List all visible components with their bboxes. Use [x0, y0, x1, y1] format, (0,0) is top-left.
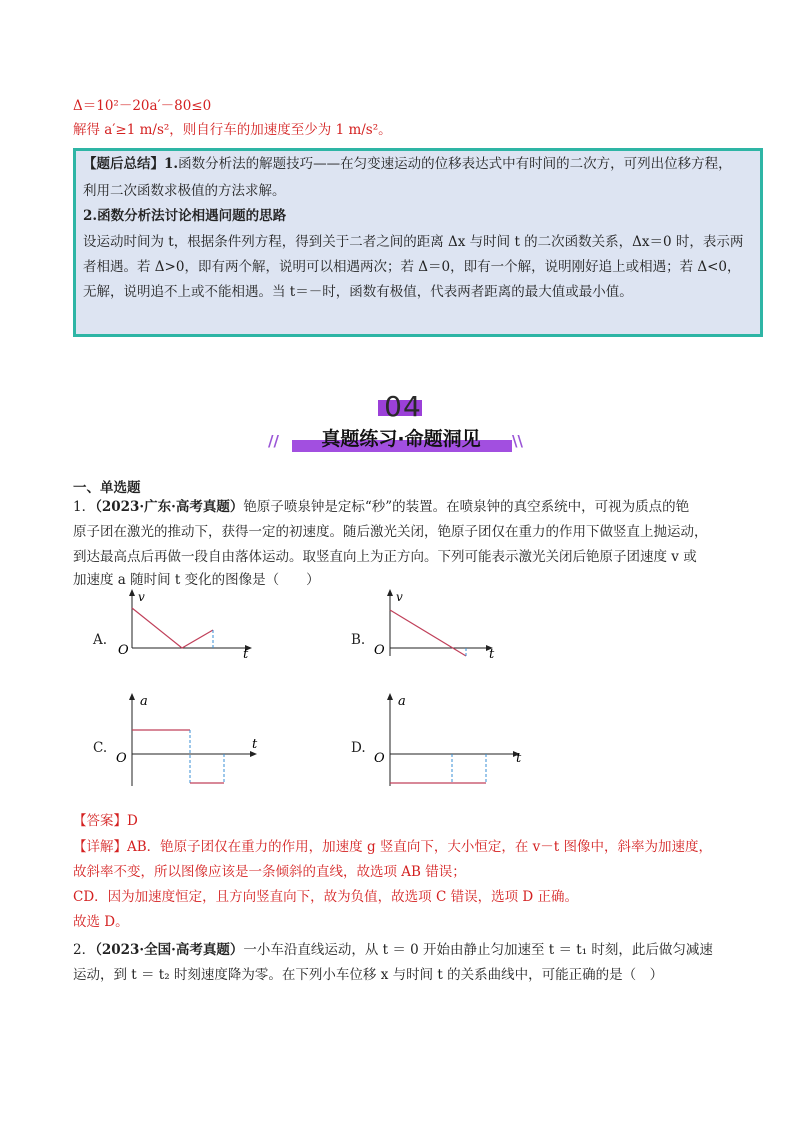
- graph-a-origin: O: [118, 643, 129, 658]
- banner-left-slashes: //: [268, 432, 279, 450]
- graph-b-v-arrow: [387, 589, 393, 596]
- graph-b-line: [390, 610, 466, 656]
- graph-a-line: [132, 608, 213, 648]
- q1-line-3: 到达最高点后再做一段自由落体运动。取竖直向上为正方向。下列可能表示激光关闭后铯原子团速度 v 或: [73, 549, 697, 565]
- graph-a: [110, 588, 260, 663]
- graph-c-a-arrow: [129, 693, 135, 700]
- formula-line-2: 解得 a′≥1 m/s²，则自行车的加速度至少为 1 m/s²。: [73, 122, 392, 138]
- q1-detail-tag: 【详解】: [73, 839, 127, 855]
- q1-line-2: 原子团在激光的推动下，获得一定的初速度。随后激光关闭，铯原子团仅在重力的作用下做竖直上抛运动，: [73, 524, 708, 540]
- graph-a-v-arrow: [129, 589, 135, 596]
- option-d-label[interactable]: D.: [351, 740, 366, 756]
- q2-line-1: [73, 940, 713, 960]
- q1-number: 1．: [73, 499, 96, 515]
- graph-b-v-label: v: [396, 590, 403, 604]
- q1-detail-line-2: 故斜率不变，所以图像应该是一条倾斜的直线，故选项 AB 错误；: [73, 864, 466, 880]
- q1-line-4: 加速度 a 随时间 t 变化的图像是（ ）: [73, 572, 320, 588]
- q1-detail-text-1: AB．铯原子团仅在重力的作用，加速度 g 竖直向下，大小恒定，在 v－t 图像中，斜率为加速度，: [127, 839, 713, 855]
- summary-p2-line-1: 设运动时间为 t，根据条件列方程，得到关于二者之间的距离 Δx 与时间 t 的二次函数关系，Δx＝0 时，表示两: [83, 234, 744, 250]
- graph-a-t-label: t: [243, 647, 249, 662]
- graph-c-origin: O: [116, 751, 127, 766]
- q2-source: （2023·全国·高考真题）: [95, 942, 244, 958]
- graph-d: [368, 690, 538, 790]
- summary-line-1: [83, 154, 732, 174]
- graph-d-t-label: t: [516, 751, 522, 766]
- summary-p1-head: 1.: [164, 156, 179, 172]
- summary-p1-rest: 函数分析法的解题技巧——在匀变速运动的位移表达式中有时间的二次方，可列出位移方程，: [178, 156, 732, 172]
- q2-line-2: 运动，到 t ＝ t₂ 时刻速度降为零。在下列小车位移 x 与时间 t 的关系曲线中，可能正确的是（ ）: [73, 967, 664, 983]
- summary-p2-title: 2.函数分析法讨论相遇问题的思路: [83, 208, 287, 224]
- banner-right-slashes: \\: [512, 432, 523, 450]
- graph-c: [110, 690, 270, 790]
- q1-detail-line-3: CD．因为加速度恒定，且方向竖直向下，故为负值，故选项 C 错误，选项 D 正确。: [73, 889, 578, 905]
- q1-source: （2023·广东·高考真题）: [95, 499, 244, 515]
- section-number: 04: [384, 390, 422, 423]
- graph-b-origin: O: [374, 643, 385, 658]
- summary-p2-line-2: 者相遇。若 Δ>0，即有两个解，说明可以相遇两次；若 Δ＝0，即有一个解，说明刚好追上或相遇；若 Δ<0，: [83, 259, 741, 275]
- graph-d-a-label: a: [398, 694, 406, 709]
- q2-number: 2．: [73, 942, 96, 958]
- q1-detail-line-1: [73, 837, 712, 857]
- q2-text-1: 一小车沿直线运动，从 t ＝ 0 开始由静止匀加速至 t ＝ t₁ 时刻，此后做匀减速: [243, 942, 713, 958]
- summary-line-2: 利用二次函数求极值的方法求解。: [83, 183, 286, 199]
- graph-d-a-arrow: [387, 693, 393, 700]
- q1-answer: 【答案】D: [73, 813, 138, 829]
- formula-line-1: Δ＝10²－20a′－80≤0: [73, 98, 212, 114]
- option-a-label[interactable]: A.: [93, 632, 108, 648]
- section-title: 真题练习·命题洞见: [321, 428, 481, 450]
- q1-line-1: [73, 497, 689, 517]
- graph-c-t-label: t: [252, 737, 258, 752]
- option-c-label[interactable]: C.: [93, 740, 108, 756]
- graph-b-t-label: t: [489, 647, 495, 662]
- summary-box: [73, 148, 763, 337]
- q1-text-1: 铯原子喷泉钟是定标“秒”的装置。在喷泉钟的真空系统中，可视为质点的铯: [243, 499, 690, 515]
- graph-d-origin: O: [374, 751, 385, 766]
- summary-p2-line-3: 无解，说明追不上或不能相遇。当 t＝－时，函数有极值，代表两者距离的最大值或最小值。: [83, 284, 633, 300]
- graph-c-a-label: a: [140, 694, 148, 709]
- part-heading: 一、单选题: [73, 480, 141, 496]
- q1-detail-line-4: 故选 D。: [73, 914, 129, 930]
- summary-tag: 【题后总结】: [83, 156, 164, 172]
- graph-a-v-label: v: [138, 590, 145, 604]
- option-b-label[interactable]: B.: [351, 632, 366, 648]
- graph-b: [368, 588, 518, 663]
